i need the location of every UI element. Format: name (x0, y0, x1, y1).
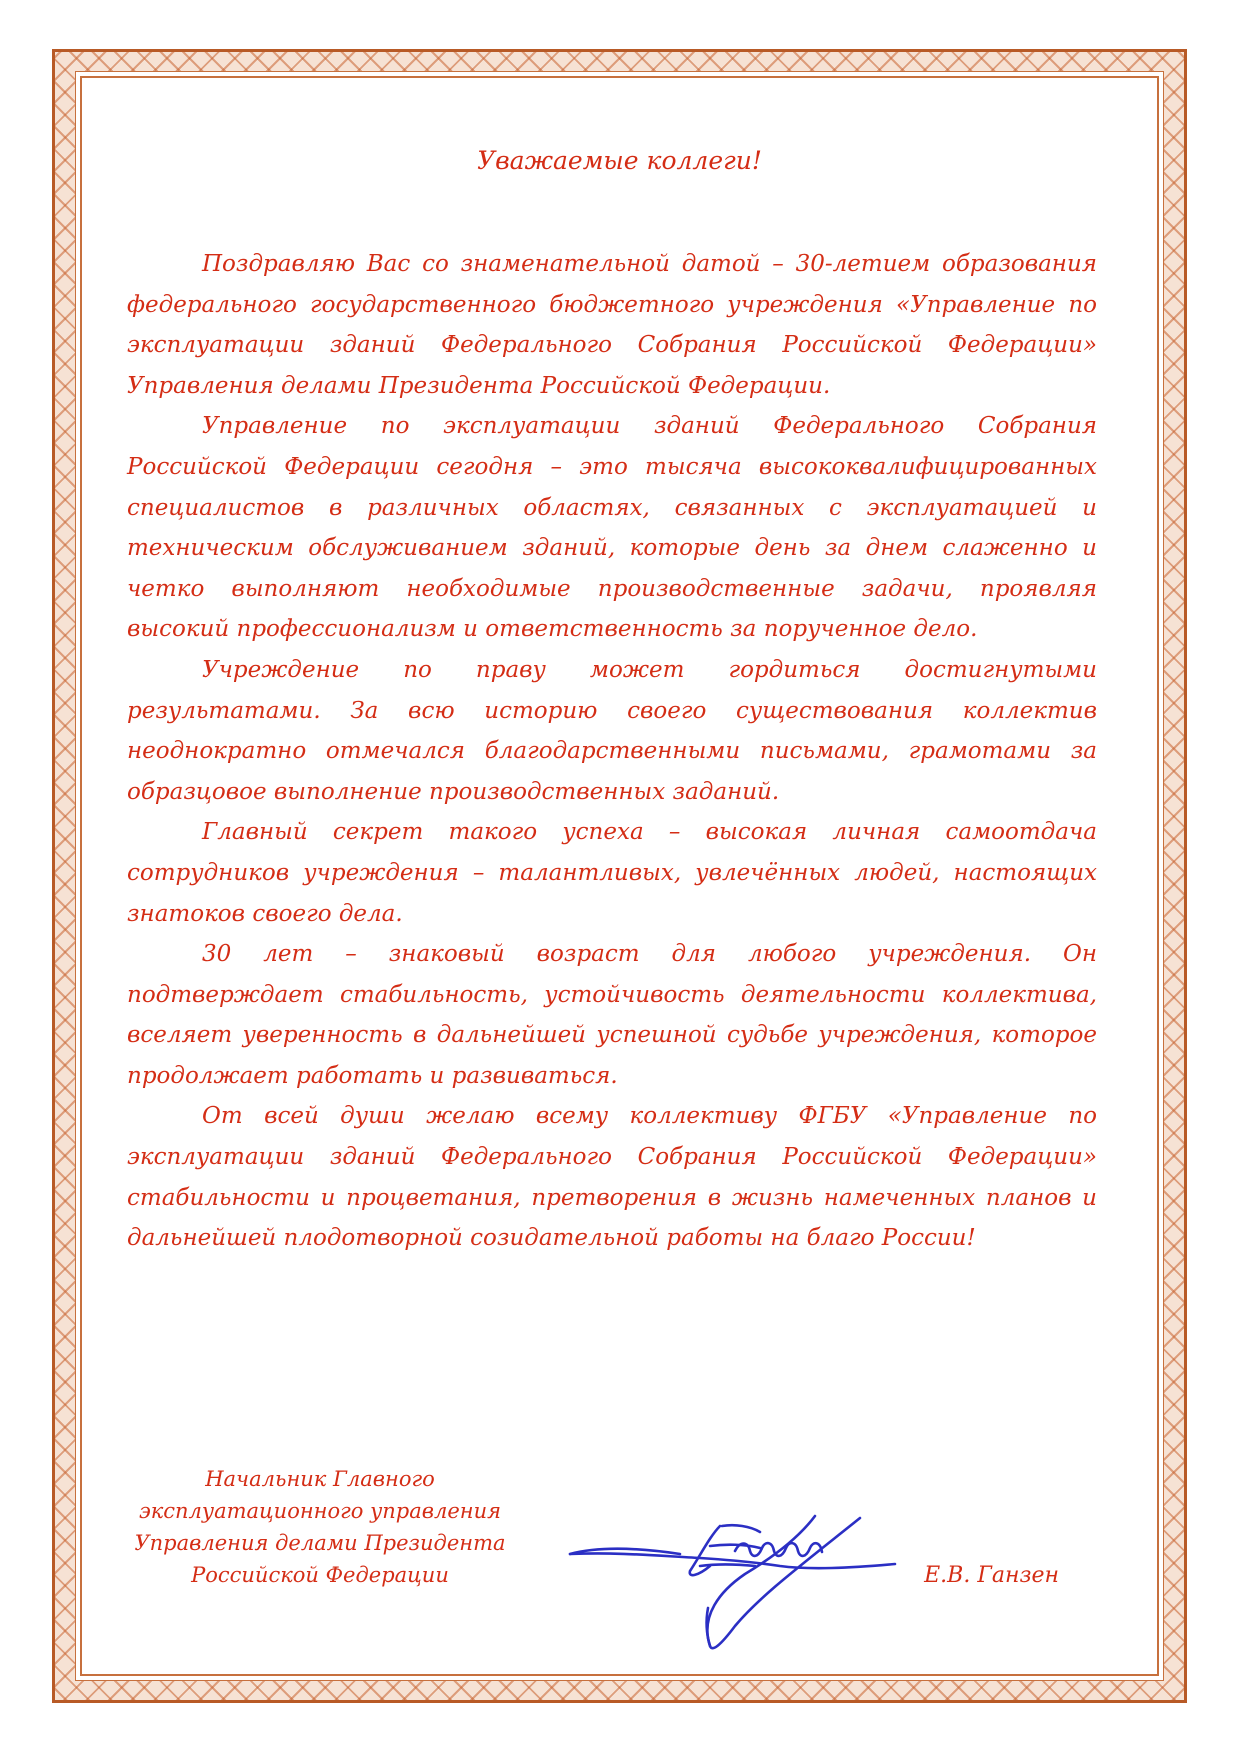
signer-title (120, 1463, 520, 1591)
paragraph-6: От всей души желаю всему коллективу ФГБУ «Управление по эксплуатации зданий Федерального Собрания Российской Федерации» стабильности и процветания, претворения в жизнь намеченных планов и дальнейшей плодотворной созидательной работы на благо России! (127, 1103, 1097, 1252)
signer-title-line: Начальник Главного (205, 1467, 435, 1491)
handwritten-signature (560, 1496, 910, 1666)
signer-title-line: эксплуатационного управления (138, 1499, 502, 1523)
signer-title-line: Управления делами Президента (134, 1531, 506, 1555)
paragraph-5: 30 лет – знаковый возраст для любого учреждения. Он подтверждает стабильность, устойчивость деятельности коллектива, вселяет уверенность в дальнейшей успешной судьбе учреждения, которое продолжает работать и развиваться. (127, 941, 1097, 1089)
signer-name: Е.В. Ганзен (924, 1563, 1059, 1588)
paragraph-1: Поздравляю Вас со знаменательной датой – 30-летием образования федерального государственного бюджетного учреждения «Управление по эксплуатации зданий Федерального Собрания Российской Федерации» Управления делами Президента Российской Федерации. (127, 251, 1097, 399)
paragraph-3: Учреждение по праву может гордиться достигнутыми результатами. За всю историю своего существования коллектив неоднократно отмечался благодарственными письмами, грамотами за образцовое выполнение производственных заданий. (127, 656, 1097, 805)
greeting: Уважаемые коллеги! (477, 146, 762, 175)
paragraph-2: Управление по эксплуатации зданий Федерального Собрания Российской Федерации сегодня – это тысяча высококвалифицированных специалистов в различных областях, связанных с эксплуатацией и техническим обслуживанием зданий, которые день за днем слаженно и четко выполняют необходимые производственные задачи, проявляя высокий профессионализм и ответственность за порученное дело. (127, 413, 1097, 643)
letter-body (127, 244, 1097, 1259)
letter-content (80, 76, 1159, 1676)
signer-title-line: Российской Федерации (191, 1563, 449, 1587)
paragraph-4: Главный секрет такого успеха – высокая личная самоотдача сотрудников учреждения – талантливых, увлечённых людей, настоящих знатоков своего дела. (127, 819, 1097, 927)
